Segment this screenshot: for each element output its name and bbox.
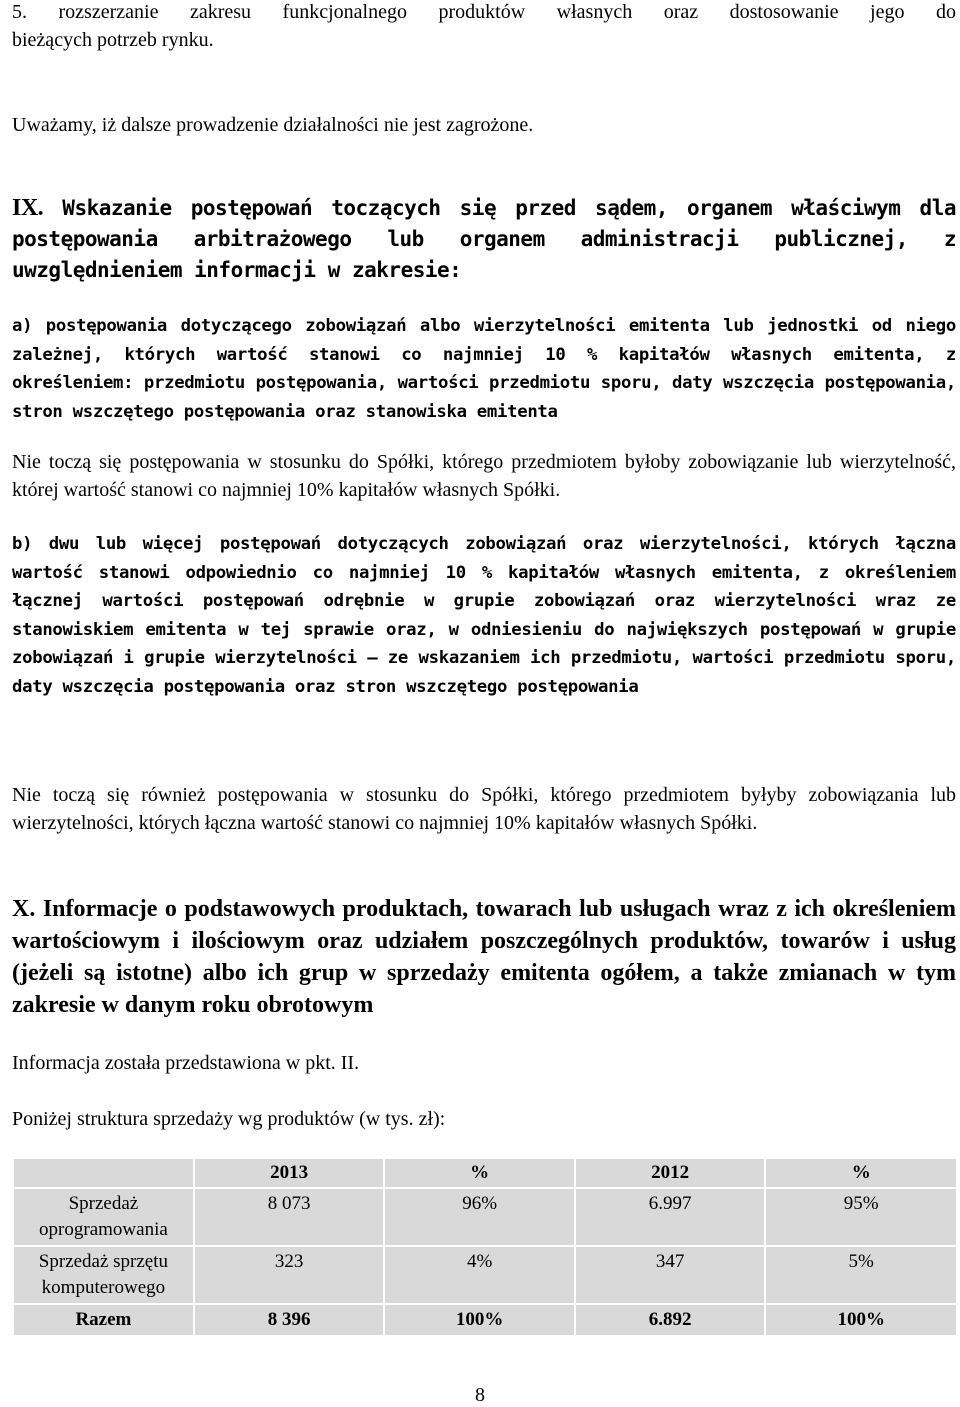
cell-percent-2012: 5% xyxy=(765,1246,957,1304)
table-row xyxy=(13,1246,957,1304)
cell-percent-2012: 95% xyxy=(765,1188,957,1246)
section-10-title: Informacje o podstawowych produktach, towarach lub usługach wraz z ich określeniem wartościowym i ilościowym oraz udziałem poszczególnych produktów, towarów i usług (jeżeli są istotne) albo ich grup w sprzedaży emitenta ogółem, a także zmianach w tym zakresie w danym roku obrotowym xyxy=(12,896,957,1018)
total-percent-2012: 100% xyxy=(765,1304,957,1336)
row-label: Sprzedaż sprzętu komputerowego xyxy=(13,1246,194,1304)
page-number: 8 xyxy=(475,1384,485,1406)
header-cell-percent-2012: % xyxy=(765,1158,957,1188)
answer-a: Nie toczą się postępowania w stosunku do Spółki, którego przedmiotem byłoby zobowiązanie lub wierzytelność, której wartość stanowi co najmniej 10% kapitałów własnych Spółki. xyxy=(12,451,956,501)
section-9-number: IX. xyxy=(12,195,44,221)
section-9-title: Wskazanie postępowań toczących się przed sądem, organem właściwym dla postępowania arbitrażowego lub organem administracji publicznej, z uwzględnieniem informacji w zakresie: xyxy=(12,196,956,282)
cell-2012: 6.997 xyxy=(575,1188,766,1246)
total-2013: 8 396 xyxy=(194,1304,385,1336)
sales-structure-table xyxy=(12,1157,958,1337)
total-percent-2013: 100% xyxy=(384,1304,575,1336)
header-cell-empty xyxy=(13,1158,194,1188)
header-cell-percent-2013: % xyxy=(384,1158,575,1188)
header-cell-2012: 2012 xyxy=(575,1158,766,1188)
section-10-number: X. xyxy=(12,896,36,922)
table-header-row xyxy=(13,1158,957,1188)
point-b: b) dwu lub więcej postępowań dotyczących zobowiązań oraz wierzytelności, których łączna wartość stanowi odpowiednio co najmniej 10 % kapitałów własnych emitenta, z określeniem łącznej wartości postępowań odrębnie w grupie zobowiązań oraz wierzytelności wraz ze stanowiskiem emitenta w tej sprawie oraz, w odniesieniu do największych postępowań w grupie zobowiązań i grupie wierzytelności – ze wskazaniem ich przedmiotu, wartości przedmiotu sporu, daty wszczęcia postępowania oraz stron wszczętego postępowania xyxy=(12,534,956,697)
answer-b: Nie toczą się również postępowania w stosunku do Spółki, którego przedmiotem byłyby zobowiązania lub wierzytelności, których łączna wartość stanowi co najmniej 10% kapitałów własnych Spółki. xyxy=(12,784,956,834)
list-item-5 xyxy=(12,0,956,54)
cell-2012: 347 xyxy=(575,1246,766,1304)
section-10-heading xyxy=(12,893,956,1021)
table-intro: Poniżej struktura sprzedaży wg produktów (w tys. zł): xyxy=(12,1108,446,1130)
header-cell-2013: 2013 xyxy=(194,1158,385,1188)
point-a: a) postępowania dotyczącego zobowiązań albo wierzytelności emitenta lub jednostki od niego zależnej, których wartość stanowi co najmniej 10 % kapitałów własnych emitenta, z określeniem: przedmiotu postępowania, wartości przedmiotu sporu, daty wszczęcia postępowania, stron wszczętego postępowania oraz stanowiska emitenta xyxy=(12,316,956,422)
section-9-heading xyxy=(12,193,956,286)
total-2012: 6.892 xyxy=(575,1304,766,1336)
cell-percent-2013: 4% xyxy=(384,1246,575,1304)
total-label: Razem xyxy=(13,1304,194,1336)
section-10-info: Informacja została przedstawiona w pkt. II. xyxy=(12,1052,360,1074)
cell-percent-2013: 96% xyxy=(384,1188,575,1246)
list-item-5-line1: 5. rozszerzanie zakresu funkcjonalnego produktów własnych oraz dostosowanie jego do xyxy=(12,1,956,23)
cell-2013: 323 xyxy=(194,1246,385,1304)
table-row xyxy=(13,1188,957,1246)
table-total-row xyxy=(13,1304,957,1336)
row-label: Sprzedaż oprogramowania xyxy=(13,1188,194,1246)
list-item-5-line2: bieżących potrzeb rynku. xyxy=(12,29,214,51)
continuation-statement: Uważamy, iż dalsze prowadzenie działalności nie jest zagrożone. xyxy=(12,114,534,136)
cell-2013: 8 073 xyxy=(194,1188,385,1246)
